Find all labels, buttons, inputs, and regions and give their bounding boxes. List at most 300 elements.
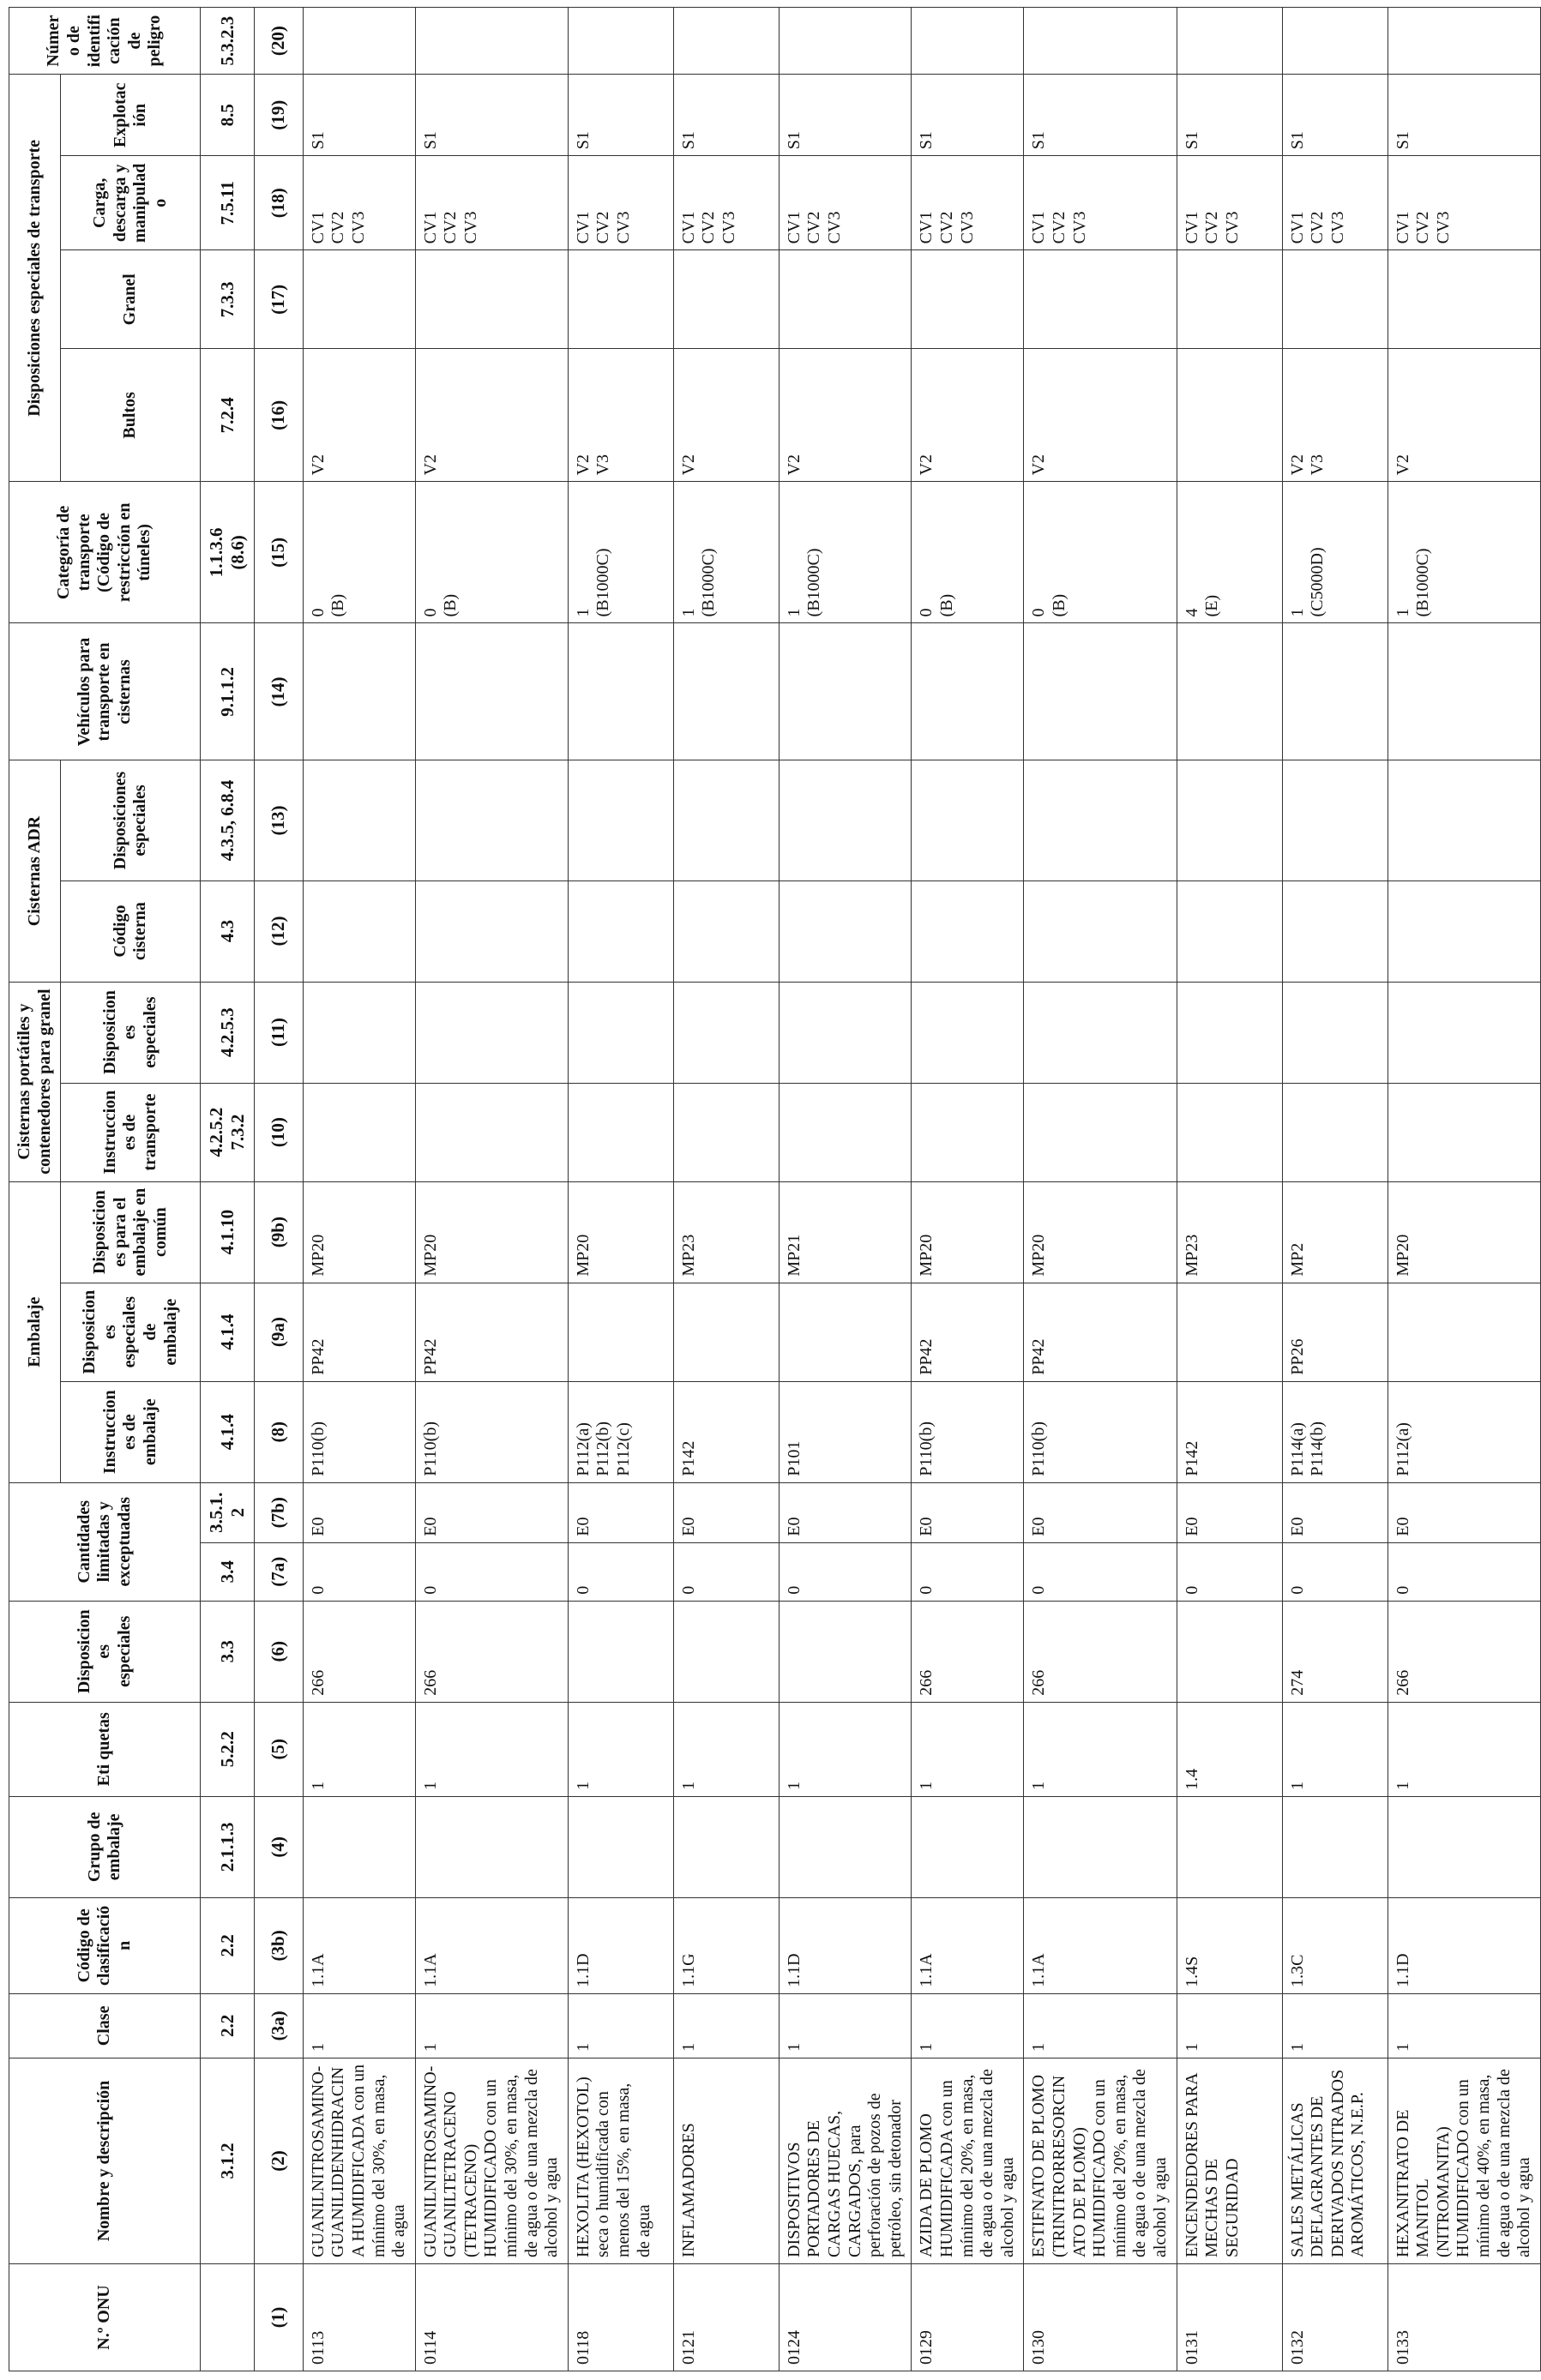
group-adr-tanks: Cisternas ADR [9,760,61,982]
column-number-cell: (4) [254,1796,303,1897]
bulk-cell [568,250,673,349]
bulk-cell [303,250,415,349]
special-provisions-cell: 266 [1024,1601,1177,1702]
reference-cell: 9.1.1.2 [201,623,255,760]
column-number-cell: (11) [254,982,303,1083]
column-number-cell: (18) [254,156,303,250]
special-packing-cell [673,1283,779,1381]
operation-cell: S1 [673,75,779,156]
column-number-cell: (14) [254,623,303,760]
header-special-provisions: Disposiciones especiales [9,1601,201,1702]
un-number-cell: 0121 [673,2263,779,2371]
classification-code-cell: 1.1A [415,1897,568,1993]
operation-cell: S1 [1024,75,1177,156]
operation-cell: S1 [1177,75,1282,156]
packing-group-cell [1388,1796,1540,1897]
un-number-cell: 0131 [1177,2263,1282,2371]
special-packing-cell: PP26 [1282,1283,1388,1381]
column-number-cell: (7b) [254,1482,303,1542]
class-cell: 1 [1024,1993,1177,2058]
special-packing-cell: PP42 [415,1283,568,1381]
labels-cell: 1 [779,1702,912,1796]
adr-tank-special-cell [912,760,1024,880]
transport-category-cell: 1 (B1000C) [673,482,779,623]
header-tank-special-provisions: Disposiciones especiales [61,982,201,1083]
limited-quantity-cell: 0 [568,1542,673,1601]
hazard-id-cell [303,8,415,75]
excepted-quantity-cell: E0 [415,1482,568,1542]
name-cell: DISPOSITIVOS PORTADORES DE CARGAS HUECAS, CARGADOS, para perforación de pozos de petróleo, sin detonador [779,2058,912,2263]
reference-cell: 4.2.5.2 7.3.2 [201,1083,255,1181]
classification-code-cell: 1.1D [1388,1897,1540,1993]
packing-instruction-cell: P110(b) [303,1381,415,1482]
special-packing-cell [779,1283,912,1381]
packages-cell: V2 [303,349,415,482]
class-cell: 1 [568,1993,673,2058]
column-number-cell: (19) [254,75,303,156]
group-portable-tanks: Cisternas portátiles y contenedores para granel [9,982,61,1181]
bulk-cell [1177,250,1282,349]
table-row [1388,8,1540,2371]
table-row [1177,8,1282,2371]
loading-cell: CV1 CV2 CV3 [1177,156,1282,250]
mixed-packing-cell: MP21 [779,1181,912,1283]
packing-instruction-cell: P110(b) [1024,1381,1177,1482]
header-class: Clase [9,1993,201,2058]
tank-instruction-cell [1177,1083,1282,1181]
column-number-cell: (16) [254,349,303,482]
un-number-cell: 0130 [1024,2263,1177,2371]
column-number-cell: (10) [254,1083,303,1181]
labels-cell: 1 [912,1702,1024,1796]
hazard-id-cell [673,8,779,75]
mixed-packing-cell: MP2 [1282,1181,1388,1283]
special-provisions-cell: 266 [415,1601,568,1702]
reference-cell: 2.2 [201,1993,255,2058]
mixed-packing-cell: MP23 [1177,1181,1282,1283]
adr-tank-special-cell [415,760,568,880]
tank-special-cell [673,982,779,1083]
tank-instruction-cell [1282,1083,1388,1181]
transport-category-cell: 1 (B1000C) [779,482,912,623]
packages-cell: V2 [1388,349,1540,482]
packing-instruction-cell: P112(a) [1388,1381,1540,1482]
tank-vehicle-cell [1388,623,1540,760]
column-number-cell: (8) [254,1381,303,1482]
mixed-packing-cell: MP20 [1024,1181,1177,1283]
labels-cell: 1 [415,1702,568,1796]
header-un-number: N.º ONU [9,2263,201,2371]
limited-quantity-cell: 0 [779,1542,912,1601]
header-limited-quantities: Cantidades limitadas y exceptuadas [9,1482,201,1601]
limited-quantity-cell: 0 [1388,1542,1540,1601]
special-provisions-cell [568,1601,673,1702]
column-number-cell: (13) [254,760,303,880]
packing-instruction-cell: P110(b) [912,1381,1024,1482]
reference-cell: 4.3.5, 6.8.4 [201,760,255,880]
hazard-id-cell [779,8,912,75]
excepted-quantity-cell: E0 [1177,1482,1282,1542]
reference-cell [201,2263,255,2371]
un-number-cell: 0113 [303,2263,415,2371]
class-cell: 1 [1177,1993,1282,2058]
header-bulk: Granel [61,250,201,349]
tank-code-cell [1024,880,1177,982]
tank-instruction-cell [303,1083,415,1181]
column-number-cell: (17) [254,250,303,349]
limited-quantity-cell: 0 [912,1542,1024,1601]
adr-tank-special-cell [673,760,779,880]
mixed-packing-cell: MP20 [415,1181,568,1283]
labels-cell: 1.4 [1177,1702,1282,1796]
tank-code-cell [568,880,673,982]
classification-code-cell: 1.1A [303,1897,415,1993]
name-cell: ESTIFNATO DE PLOMO (TRINITRORRESORCINATO DE PLOMO) HUMIDIFICADO con un mínimo del 20%, en masa, de agua o de una mezcla de alcohol y agua [1024,2058,1177,2263]
packing-group-cell [1177,1796,1282,1897]
tank-code-cell [912,880,1024,982]
header-tank-vehicles: Vehículos para transporte en cisternas [9,623,201,760]
tank-special-cell [1388,982,1540,1083]
loading-cell: CV1 CV2 CV3 [779,156,912,250]
special-provisions-cell: 266 [912,1601,1024,1702]
header-packing-group: Grupo de embalaje [9,1796,201,1897]
mixed-packing-cell: MP20 [568,1181,673,1283]
name-cell: GUANILNITROSAMINO-GUANILTETRACENO (TETRACENO) HUMIDIFICADO con un mínimo del 30%, en masa, de agua o de una mezcla de alcohol y agua [415,2058,568,2263]
transport-category-cell: 4 (E) [1177,482,1282,623]
reference-cell: 7.5.11 [201,156,255,250]
header-transport-category: Categoría de transporte (Código de restricción en túneles) [9,482,201,623]
packing-group-cell [415,1796,568,1897]
special-provisions-cell: 266 [1388,1601,1540,1702]
loading-cell: CV1 CV2 CV3 [1024,156,1177,250]
packing-group-cell [1282,1796,1388,1897]
loading-cell: CV1 CV2 CV3 [415,156,568,250]
packing-instruction-cell: P114(a) P114(b) [1282,1381,1388,1482]
operation-cell: S1 [415,75,568,156]
hazard-id-cell [415,8,568,75]
packing-group-cell [779,1796,912,1897]
reference-cell: 2.2 [201,1897,255,1993]
packages-cell [1177,349,1282,482]
hazard-id-cell [1024,8,1177,75]
special-packing-cell [1177,1283,1282,1381]
header-tank-code: Código cisterna [61,880,201,982]
reference-cell: 2.1.1.3 [201,1796,255,1897]
transport-category-cell: 1 (B1000C) [1388,482,1540,623]
mixed-packing-cell: MP23 [673,1181,779,1283]
tank-vehicle-cell [415,623,568,760]
column-number-cell: (5) [254,1702,303,1796]
operation-cell: S1 [912,75,1024,156]
packing-group-cell [1024,1796,1177,1897]
classification-code-cell: 1.3C [1282,1897,1388,1993]
packages-cell: V2 [415,349,568,482]
un-number-cell: 0133 [1388,2263,1540,2371]
tank-vehicle-cell [568,623,673,760]
tank-instruction-cell [673,1083,779,1181]
packing-instruction-cell: P101 [779,1381,912,1482]
column-number-cell: (15) [254,482,303,623]
special-packing-cell [568,1283,673,1381]
bulk-cell [673,250,779,349]
reference-cell: 3.1.2 [201,2058,255,2263]
tank-vehicle-cell [912,623,1024,760]
special-provisions-cell [779,1601,912,1702]
limited-quantity-cell: 0 [415,1542,568,1601]
adr-tank-special-cell [1024,760,1177,880]
tank-special-cell [912,982,1024,1083]
group-transport-special: Disposiciones especiales de transporte [9,75,61,482]
bulk-cell [779,250,912,349]
limited-quantity-cell: 0 [1177,1542,1282,1601]
reference-cell: 7.3.3 [201,250,255,349]
reference-cell: 8.5 [201,75,255,156]
header-name-description: Nombre y descripción [9,2058,201,2263]
table-body [303,8,1540,2371]
excepted-quantity-cell: E0 [568,1482,673,1542]
tank-special-cell [1282,982,1388,1083]
loading-cell: CV1 CV2 CV3 [673,156,779,250]
un-number-cell: 0114 [415,2263,568,2371]
excepted-quantity-cell: E0 [303,1482,415,1542]
packing-instruction-cell: P112(a) P112(b) P112(c) [568,1381,673,1482]
classification-code-cell: 1.1A [1024,1897,1177,1993]
labels-cell: 1 [1282,1702,1388,1796]
tank-code-cell [1282,880,1388,982]
mixed-packing-cell: MP20 [912,1181,1024,1283]
packing-group-cell [912,1796,1024,1897]
tank-code-cell [779,880,912,982]
labels-cell: 1 [1024,1702,1177,1796]
reference-cell: 3.3 [201,1601,255,1702]
tank-instruction-cell [779,1083,912,1181]
special-provisions-cell [1177,1601,1282,1702]
mixed-packing-cell: MP20 [1388,1181,1540,1283]
tank-vehicle-cell [1024,623,1177,760]
name-cell: INFLAMADORES [673,2058,779,2263]
excepted-quantity-cell: E0 [1388,1482,1540,1542]
bulk-cell [1024,250,1177,349]
special-packing-cell: PP42 [303,1283,415,1381]
reference-cell: 4.2.5.3 [201,982,255,1083]
header-adr-tank-special-provisions: Disposiciones especiales [61,760,201,880]
adr-tank-special-cell [568,760,673,880]
header-hazard-id-number: Número de identificación de peligro [9,8,201,75]
classification-code-cell: 1.1G [673,1897,779,1993]
reference-cell: 4.1.4 [201,1283,255,1381]
limited-quantity-cell: 0 [303,1542,415,1601]
column-number-row [254,8,303,2371]
class-cell: 1 [1282,1993,1388,2058]
special-provisions-cell: 266 [303,1601,415,1702]
table-row [673,8,779,2371]
class-cell: 1 [912,1993,1024,2058]
loading-cell: CV1 CV2 CV3 [568,156,673,250]
tank-vehicle-cell [673,623,779,760]
name-cell: GUANILNITROSAMINO-GUANILIDENHIDRACINA HUMIDIFICADA con un mínimo del 30%, en masa, de agua [303,2058,415,2263]
loading-cell: CV1 CV2 CV3 [303,156,415,250]
special-packing-cell: PP42 [912,1283,1024,1381]
transport-category-cell: 1 (C5000D) [1282,482,1388,623]
operation-cell: S1 [1388,75,1540,156]
header-packages: Bultos [61,349,201,482]
adr-tank-special-cell [779,760,912,880]
tank-code-cell [1177,880,1282,982]
column-number-cell: (9b) [254,1181,303,1283]
tank-instruction-cell [568,1083,673,1181]
class-cell: 1 [673,1993,779,2058]
reference-row [201,8,255,2371]
tank-instruction-cell [1388,1083,1540,1181]
reference-cell: 1.1.3.6 (8.6) [201,482,255,623]
header-mixed-packing: Disposiciones para el embalaje en común [61,1181,201,1283]
excepted-quantity-cell: E0 [1024,1482,1177,1542]
packages-cell: V2 V3 [568,349,673,482]
un-number-cell: 0132 [1282,2263,1388,2371]
adr-tank-special-cell [303,760,415,880]
classification-code-cell: 1.1D [779,1897,912,1993]
loading-cell: CV1 CV2 CV3 [1282,156,1388,250]
reference-cell: 4.3 [201,880,255,982]
packages-cell: V2 [912,349,1024,482]
packages-cell: V2 V3 [1282,349,1388,482]
name-cell: HEXOLITA (HEXOTOL) seca o humidificada con menos del 15%, en masa, de agua [568,2058,673,2263]
hazard-id-cell [1388,8,1540,75]
tank-code-cell [673,880,779,982]
packing-instruction-cell: P142 [673,1381,779,1482]
tank-special-cell [779,982,912,1083]
packing-group-cell [303,1796,415,1897]
group-header-row [9,8,61,2371]
tank-vehicle-cell [1177,623,1282,760]
un-number-cell: 0118 [568,2263,673,2371]
class-cell: 1 [1388,1993,1540,2058]
tank-special-cell [303,982,415,1083]
excepted-quantity-cell: E0 [779,1482,912,1542]
classification-code-cell: 1.1D [568,1897,673,1993]
packing-group-cell [673,1796,779,1897]
bulk-cell [912,250,1024,349]
tank-instruction-cell [1024,1083,1177,1181]
table-row [568,8,673,2371]
name-cell: ENCENDEDORES PARA MECHAS DE SEGURIDAD [1177,2058,1282,2263]
packing-instruction-cell: P142 [1177,1381,1282,1482]
table-row [1282,8,1388,2371]
name-cell: SALES METÁLICAS DEFLAGRANTES DE DERIVADOS NITRADOS AROMÁTICOS, N.E.P. [1282,2058,1388,2263]
classification-code-cell: 1.1A [912,1897,1024,1993]
column-number-cell: (6) [254,1601,303,1702]
excepted-quantity-cell: E0 [673,1482,779,1542]
name-cell: HEXANITRATO DE MANITOL (NITROMANITA) HUMIDIFICADO con un mínimo del 40%, en masa, de agua o de una mezcla de alcohol y agua [1388,2058,1540,2263]
column-number-cell: (2) [254,2058,303,2263]
class-cell: 1 [779,1993,912,2058]
column-number-cell: (3a) [254,1993,303,2058]
table-row [303,8,415,2371]
reference-cell: 4.1.4 [201,1381,255,1482]
reference-cell: 5.2.2 [201,1702,255,1796]
packages-cell: V2 [779,349,912,482]
column-number-cell: (12) [254,880,303,982]
special-packing-cell: PP42 [1024,1283,1177,1381]
limited-quantity-cell: 0 [673,1542,779,1601]
limited-quantity-cell: 0 [1282,1542,1388,1601]
table-row [1024,8,1177,2371]
header-classification-code: Código de clasificación [9,1897,201,1993]
header-labels: Eti quetas [9,1702,201,1796]
excepted-quantity-cell: E0 [912,1482,1024,1542]
transport-category-cell: 0 (B) [415,482,568,623]
classification-code-cell: 1.4S [1177,1897,1282,1993]
labels-cell: 1 [303,1702,415,1796]
tank-code-cell [1388,880,1540,982]
column-number-cell: (20) [254,8,303,75]
group-packaging: Embalaje [9,1181,61,1482]
transport-category-cell: 1 (B1000C) [568,482,673,623]
hazard-id-cell [912,8,1024,75]
transport-category-cell: 0 (B) [303,482,415,623]
class-cell: 1 [415,1993,568,2058]
un-number-cell: 0129 [912,2263,1024,2371]
table-row [912,8,1024,2371]
operation-cell: S1 [568,75,673,156]
transport-category-cell: 0 (B) [912,482,1024,623]
tank-special-cell [1177,982,1282,1083]
adr-tank-special-cell [1388,760,1540,880]
packing-group-cell [568,1796,673,1897]
header-operation: Explotación [61,75,201,156]
tank-instruction-cell [912,1083,1024,1181]
excepted-quantity-cell: E0 [1282,1482,1388,1542]
header-tank-instructions: Instrucciones de transporte [61,1083,201,1181]
hazard-id-cell [1177,8,1282,75]
table-row [779,8,912,2371]
tank-instruction-cell [415,1083,568,1181]
bulk-cell [415,250,568,349]
tank-vehicle-cell [1282,623,1388,760]
operation-cell: S1 [303,75,415,156]
loading-cell: CV1 CV2 CV3 [912,156,1024,250]
tank-special-cell [415,982,568,1083]
header-special-packing-provisions: Disposiciones especiales de embalaje [61,1283,201,1381]
operation-cell: S1 [1282,75,1388,156]
adr-tank-special-cell [1282,760,1388,880]
packages-cell: V2 [1024,349,1177,482]
loading-cell: CV1 CV2 CV3 [1388,156,1540,250]
transport-category-cell: 0 (B) [1024,482,1177,623]
labels-cell: 1 [568,1702,673,1796]
reference-cell: 3.4 [201,1542,255,1601]
tank-vehicle-cell [303,623,415,760]
special-packing-cell [1388,1283,1540,1381]
hazard-id-cell [1282,8,1388,75]
reference-cell: 5.3.2.3 [201,8,255,75]
column-number-cell: (1) [254,2263,303,2371]
name-cell: AZIDA DE PLOMO HUMIDIFICADA con un mínimo del 20%, en masa, de agua o de una mezcla de alcohol y agua [912,2058,1024,2263]
column-number-cell: (3b) [254,1897,303,1993]
class-cell: 1 [303,1993,415,2058]
reference-cell: 3.5.1.2 [201,1482,255,1542]
reference-cell: 4.1.10 [201,1181,255,1283]
column-number-cell: (9a) [254,1283,303,1381]
special-provisions-cell [673,1601,779,1702]
special-provisions-cell: 274 [1282,1601,1388,1702]
bulk-cell [1388,250,1540,349]
tank-code-cell [415,880,568,982]
tank-special-cell [1024,982,1177,1083]
labels-cell: 1 [1388,1702,1540,1796]
tank-vehicle-cell [779,623,912,760]
bulk-cell [1282,250,1388,349]
